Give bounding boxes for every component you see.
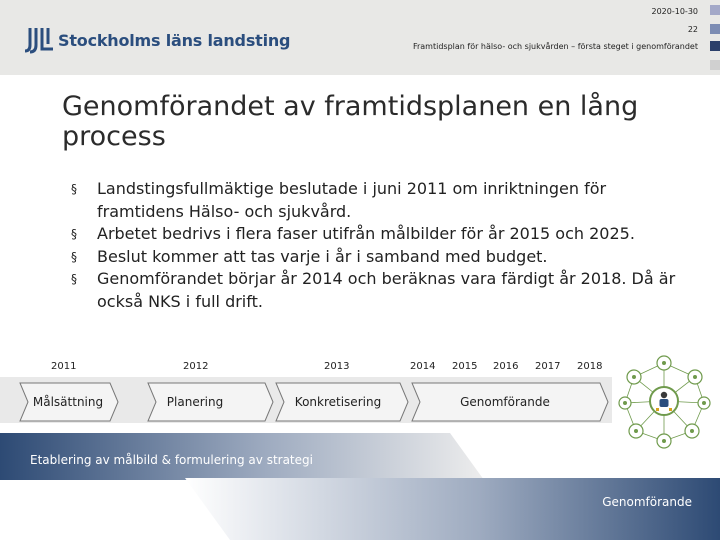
phase-label: Konkretisering	[294, 395, 382, 409]
page-number: 22	[687, 25, 698, 34]
slide-title: Genomförandet av framtidsplanen en lång process	[62, 91, 639, 152]
bullet-text: Beslut kommer att tas varje i år i samband med budget.	[97, 246, 548, 266]
timeline-year: 2013	[324, 361, 350, 372]
header-accent-square	[710, 5, 720, 15]
timeline-year: 2016	[493, 361, 519, 372]
timeline-year: 2017	[535, 361, 561, 372]
bullet-item	[68, 268, 680, 313]
bullet-item	[68, 178, 680, 223]
bullet-item	[68, 223, 680, 246]
strategy-band-label: Etablering av målbild & formulering av strategi	[30, 453, 313, 467]
bullet-marker: §	[71, 249, 77, 264]
phase-label: Planering	[166, 395, 224, 409]
bullet-list	[68, 178, 680, 313]
care-network-icon	[616, 353, 712, 449]
header-subtitle: Framtidsplan för hälso- och sjukvården – första steget i genomförandet	[412, 42, 698, 51]
bullet-text: Arbetet bedrivs i flera faser utifrån målbilder för år 2015 och 2025.	[97, 224, 635, 243]
bullet-text: Landstingsfullmäktige beslutade i juni 2011 om inriktningen för framtidens Hälso- och sjukvård.	[97, 179, 607, 221]
bullet-text: Genomförandet börjar år 2014 och beräknas vara färdigt år 2018. Då är också NKS i full drift.	[97, 269, 676, 311]
phase-label: Målsättning	[32, 395, 104, 409]
implementation-band	[185, 478, 720, 540]
bullet-item	[68, 246, 680, 269]
phase-label: Genomförande	[460, 395, 550, 409]
timeline	[0, 355, 720, 540]
timeline-year: 2015	[452, 361, 478, 372]
timeline-year: 2012	[183, 361, 209, 372]
implementation-band-label: Genomförande	[602, 495, 692, 509]
slide-header	[0, 0, 720, 75]
organization-logo	[24, 24, 290, 56]
organization-name: Stockholms läns landsting	[58, 30, 291, 50]
timeline-year: 2011	[51, 361, 77, 372]
bullet-marker: §	[71, 227, 77, 241]
timeline-year: 2014	[410, 361, 436, 372]
header-accent-square	[710, 60, 720, 70]
sll-logo-icon	[24, 25, 54, 55]
header-accent-square	[710, 41, 720, 51]
header-accent-square	[710, 24, 720, 34]
timeline-year: 2018	[577, 361, 603, 372]
slide-date: 2020-10-30	[651, 7, 698, 16]
timeline-graphic	[0, 355, 720, 540]
bullet-marker: §	[71, 272, 77, 286]
bullet-marker: §	[71, 182, 77, 196]
